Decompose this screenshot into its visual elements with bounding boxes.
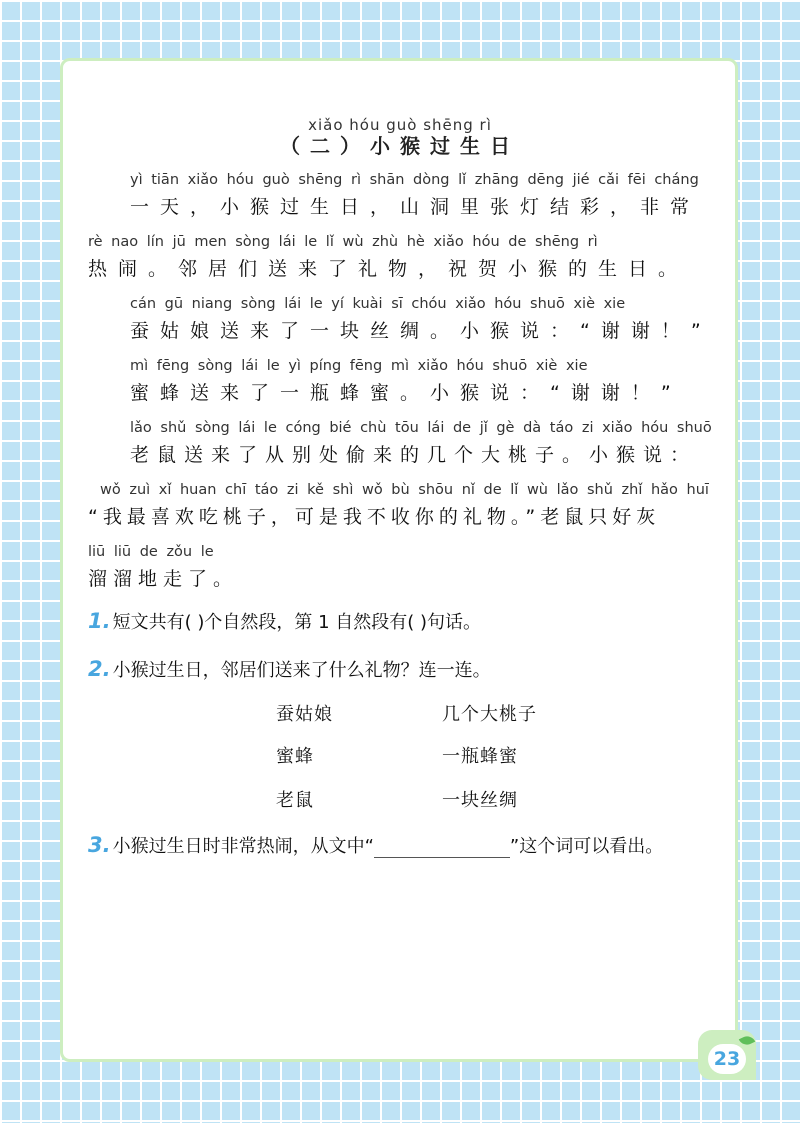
passage-line-7: 溜溜地走了。 [88,568,239,590]
question-1 [88,608,481,634]
passage-line-1: 一天，小猴过生日，山洞里张灯结彩，非常 [130,196,701,218]
answer-blank[interactable] [374,839,510,858]
question-2-text: 小猴过生日，邻居们送来了什么礼物？连一连。 [112,660,491,681]
match-right-item[interactable]: 一瓶蜂蜜 [442,746,518,767]
passage-line-4: 蜜蜂送来了一瓶蜂蜜。小猴说：“谢谢！” [130,382,682,404]
match-right-item[interactable]: 几个大桃子 [442,704,537,725]
passage-line-2: 热闹。邻居们送来了礼物，祝贺小猴的生日。 [88,258,689,280]
passage-line-6: “我最喜欢吃桃子，可是我不收你的礼物。”老鼠只好灰 [88,506,661,528]
page-title: （二）小猴过生日 [280,134,520,158]
question-number: 1. [88,609,111,633]
passage-pinyin-1: yì tiān xiǎo hóu guò shēng rì shān dòng lǐ zhāng dēng jié cǎi fēi cháng [130,172,699,188]
question-number: 2. [88,657,111,681]
match-left-item[interactable]: 老鼠 [276,790,314,811]
passage-pinyin-2: rè nao lín jū men sòng lái le lǐ wù zhù hè xiǎo hóu de shēng rì [88,234,598,250]
page-number: 23 [708,1044,746,1074]
passage-pinyin-7: liū liū de zǒu le [88,544,214,560]
question-3-text-before: 小猴过生日时非常热闹，从文中“ [112,836,374,857]
question-3-text-after: ”这个词可以看出。 [509,836,664,857]
match-left-item[interactable]: 蚕姑娘 [276,704,333,725]
passage-pinyin-6: wǒ zuì xǐ huan chī táo zi kě shì wǒ bù shōu nǐ de lǐ wù lǎo shǔ zhǐ hǎo huī [100,482,709,498]
match-left-item[interactable]: 蜜蜂 [276,746,314,767]
passage-pinyin-3: cán gū niang sòng lái le yí kuài sī chóu xiǎo hóu shuō xiè xie [130,296,626,312]
match-right-item[interactable]: 一块丝绸 [442,790,518,811]
question-number: 3. [88,833,111,857]
passage-line-3: 蚕姑娘送来了一块丝绸。小猴说：“谢谢！” [130,320,712,342]
question-2 [88,656,491,682]
passage-line-5: 老鼠送来了从别处偷来的几个大桃子。小猴说： [130,444,698,466]
question-1-text: 短文共有( )个自然段，第 1 自然段有( )句话。 [112,612,482,633]
passage-pinyin-5: lǎo shǔ sòng lái le cóng bié chù tōu lái de jǐ gè dà táo zi xiǎo hóu shuō [130,420,712,436]
question-3 [88,832,663,858]
title-pinyin: xiǎo hóu guò shēng rì [308,116,492,134]
passage-pinyin-4: mì fēng sòng lái le yì píng fēng mì xiǎo hóu shuō xiè xie [130,358,588,374]
